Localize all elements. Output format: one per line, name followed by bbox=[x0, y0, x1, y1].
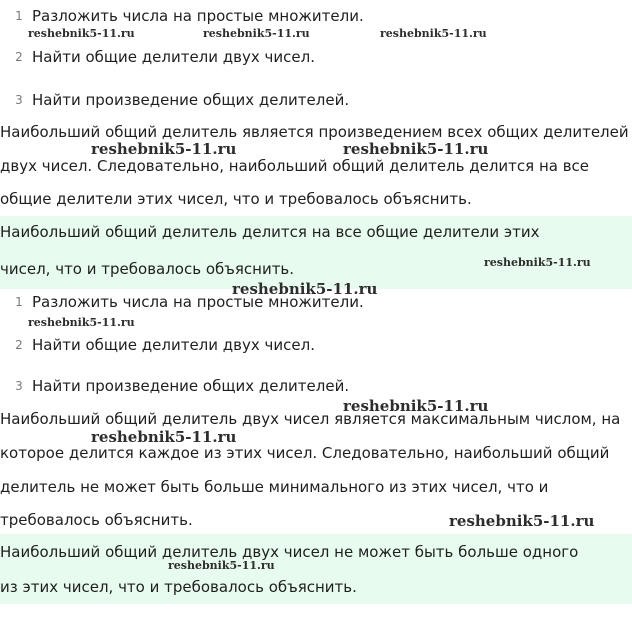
paragraph-line: двух чисел. Следовательно, наибольший общий делитель делится на все bbox=[0, 157, 590, 175]
step-text: Найти общие делители двух чисел. bbox=[32, 336, 315, 354]
step-text: Найти произведение общих делителей. bbox=[32, 91, 350, 109]
paragraph-line: которое делится каждое из этих чисел. Следовательно, наибольший общий bbox=[0, 444, 610, 462]
watermark-text: reshebnik5-11.ru bbox=[203, 27, 310, 40]
step-number: 2 bbox=[15, 338, 23, 352]
answer-paragraph-1 bbox=[0, 222, 632, 284]
watermark-text: reshebnik5-11.ru bbox=[91, 428, 237, 446]
step-text: Разложить числа на простые множители. bbox=[32, 7, 364, 25]
answer-paragraph-2 bbox=[0, 542, 632, 600]
step-number: 3 bbox=[15, 93, 23, 107]
watermark-text: reshebnik5-11.ru bbox=[28, 316, 135, 329]
watermark-text: reshebnik5-11.ru bbox=[449, 512, 595, 530]
paragraph-line: чисел, что и требовалось объяснить. bbox=[0, 260, 295, 278]
option-paragraph-1 bbox=[0, 122, 632, 212]
step-number: 3 bbox=[15, 379, 23, 393]
step-number: 1 bbox=[15, 295, 23, 309]
watermark-text: reshebnik5-11.ru bbox=[380, 27, 487, 40]
watermark-text: reshebnik5-11.ru bbox=[484, 256, 591, 269]
watermark-text: reshebnik5-11.ru bbox=[232, 280, 378, 298]
step-text: Разложить числа на простые множители. bbox=[32, 293, 364, 311]
paragraph-line: Наибольший общий делитель делится на все общие делители этих bbox=[0, 223, 540, 241]
watermark-text: reshebnik5-11.ru bbox=[91, 140, 237, 158]
watermark-text: reshebnik5-11.ru bbox=[343, 140, 489, 158]
step-number: 2 bbox=[15, 50, 23, 64]
step-text: Найти общие делители двух чисел. bbox=[32, 48, 315, 66]
watermark-text: reshebnik5-11.ru bbox=[343, 397, 489, 415]
watermark-text: reshebnik5-11.ru bbox=[168, 559, 275, 572]
paragraph-line: Наибольший общий делитель является произведением всех общих делителей bbox=[0, 123, 629, 141]
watermark-text: reshebnik5-11.ru bbox=[28, 27, 135, 40]
option-paragraph-2 bbox=[0, 409, 632, 529]
paragraph-line: Наибольший общий делитель двух чисел является максимальным числом, на bbox=[0, 410, 621, 428]
paragraph-line: Наибольший общий делитель двух чисел не может быть больше одного bbox=[0, 543, 579, 561]
paragraph-line: общие делители этих чисел, что и требовалось объяснить. bbox=[0, 190, 472, 208]
step-number: 1 bbox=[15, 9, 23, 23]
paragraph-line: делитель не может быть больше минимального из этих чисел, что и bbox=[0, 478, 549, 496]
paragraph-line: требовалось объяснить. bbox=[0, 511, 193, 529]
step-text: Найти произведение общих делителей. bbox=[32, 377, 350, 395]
paragraph-line: из этих чисел, что и требовалось объяснить. bbox=[0, 578, 357, 596]
